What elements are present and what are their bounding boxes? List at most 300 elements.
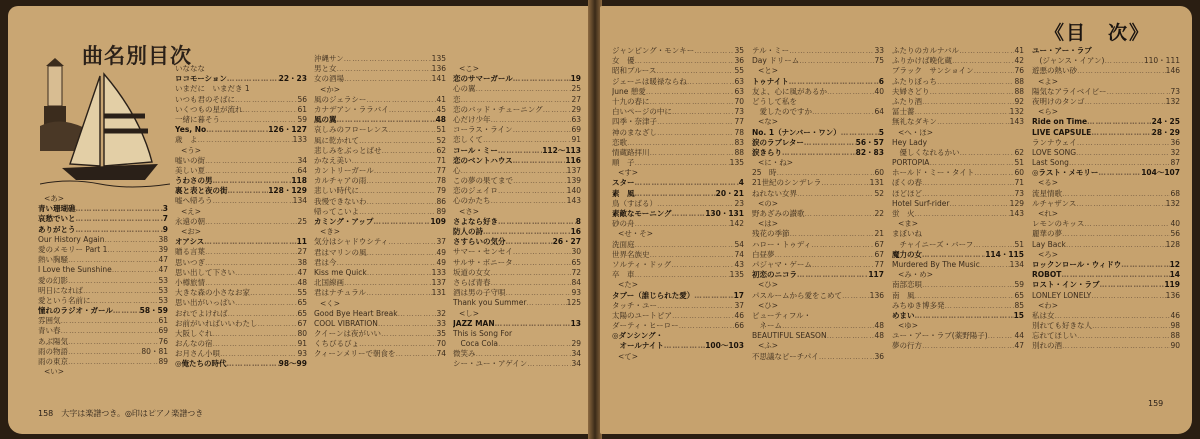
leader-dots	[657, 199, 734, 209]
leader-dots	[959, 46, 1014, 56]
entry-title: さらば青春	[453, 277, 491, 287]
index-entry	[612, 209, 744, 219]
entry-page: 21	[874, 229, 884, 239]
leader-dots	[91, 296, 159, 306]
index-entry	[612, 331, 744, 341]
leader-dots	[366, 176, 436, 186]
index-column	[38, 194, 168, 377]
entry-title: パジャマ・ゲーム	[752, 259, 812, 269]
index-entry	[752, 240, 884, 250]
leader-dots	[527, 359, 571, 369]
index-entry	[314, 349, 446, 359]
entry-title: 世界名族史	[612, 249, 650, 259]
entry-title: 北国線画	[314, 278, 344, 288]
entry-title: 微笑み	[453, 349, 476, 359]
entry-page: 73	[734, 107, 744, 117]
index-entry	[38, 265, 168, 275]
index-entry	[612, 148, 744, 158]
index-entry	[1032, 138, 1180, 148]
entry-title: 恋のジェイロ	[453, 186, 498, 196]
entry-title: June 憩愛	[612, 86, 646, 96]
leader-dots	[922, 97, 1014, 107]
index-entry	[175, 64, 307, 74]
leader-dots	[359, 339, 436, 349]
entry-title: 涙のラブレター	[752, 137, 804, 147]
leader-dots	[396, 349, 437, 359]
index-entry	[892, 117, 1024, 127]
index-entry	[752, 311, 884, 321]
index-column	[453, 64, 581, 370]
index-entry	[1032, 168, 1180, 178]
leader-dots	[694, 291, 733, 301]
section-header	[1032, 209, 1180, 219]
entry-page: 64	[874, 107, 884, 117]
leader-dots	[359, 207, 436, 217]
entry-page: 34	[571, 359, 581, 369]
section-header	[1032, 107, 1180, 117]
entry-page: 62	[1014, 147, 1024, 157]
entry-title: 恋のサマーガール	[453, 74, 513, 84]
leader-dots	[461, 166, 567, 176]
leader-dots	[671, 260, 734, 270]
index-entry	[1032, 240, 1180, 250]
leader-dots	[543, 105, 572, 115]
leader-dots	[1087, 117, 1152, 127]
leader-dots	[827, 331, 875, 341]
entry-page: 133	[431, 267, 446, 277]
entry-title: Murdered By The Music	[892, 259, 980, 269]
entry-page: 71	[436, 155, 446, 165]
entry-title: 一緒に暮そう	[175, 114, 220, 124]
index-entry	[892, 56, 1024, 66]
entry-title: 熱い胸騒	[38, 255, 68, 265]
index-entry	[892, 229, 1024, 239]
leader-dots	[205, 247, 297, 257]
entry-page: 73	[1170, 86, 1180, 96]
section-header	[175, 227, 307, 237]
entry-page: 27	[571, 94, 581, 104]
leader-dots	[498, 186, 567, 196]
entry-title: みちゆき博多発	[892, 300, 945, 310]
entry-title: 大きな森の小さなお家	[175, 288, 250, 298]
entry-page: 88	[1014, 76, 1024, 86]
entry-page: 38	[158, 234, 168, 244]
index-entry	[38, 326, 168, 336]
entry-title: ふりかけば晩化蔵	[892, 56, 952, 66]
leader-dots	[204, 237, 296, 247]
leader-dots	[1077, 138, 1171, 148]
leader-dots	[790, 229, 875, 239]
leader-dots	[657, 128, 734, 138]
index-entry	[892, 189, 1024, 199]
entry-title: サマー・センセイ	[453, 247, 513, 257]
entry-page: 104～107	[1141, 168, 1180, 178]
entry-title: 永遠の朝	[175, 216, 205, 226]
section-header	[612, 280, 744, 290]
index-entry	[752, 260, 884, 270]
section-header	[1032, 178, 1180, 188]
entry-title: 夜明けのタンゴ	[1032, 96, 1085, 106]
right-page	[600, 6, 1192, 434]
leader-dots	[1121, 260, 1169, 270]
index-entry	[314, 258, 446, 268]
entry-title: 不思議なピーチパイ	[752, 351, 819, 361]
entry-title: 夢の行方	[892, 341, 922, 351]
entry-title: 男と女	[314, 64, 337, 74]
index-entry	[314, 339, 446, 349]
entry-page: 36	[734, 56, 744, 66]
entry-page: 65	[297, 298, 307, 308]
entry-page: 87	[1170, 158, 1180, 168]
entry-page: 47	[297, 267, 307, 277]
entry-title: テル・ミー	[752, 46, 790, 55]
entry-page: 63	[734, 86, 744, 96]
leader-dots	[841, 128, 879, 138]
index-entry	[892, 158, 1024, 168]
leader-dots	[344, 74, 432, 84]
page-number: 159	[1148, 399, 1164, 408]
entry-title: 無礼なダキン	[892, 117, 937, 127]
entry-page: 30	[571, 247, 581, 257]
leader-dots	[250, 288, 297, 298]
index-entry	[175, 268, 307, 278]
index-entry	[612, 128, 744, 138]
entry-page: 69	[571, 125, 581, 135]
index-entry	[752, 97, 884, 107]
leader-dots	[337, 258, 437, 268]
entry-title: ブラック サンショイン	[892, 66, 974, 76]
entry-page: 3	[162, 204, 168, 214]
leader-dots	[1098, 168, 1141, 178]
entry-page: 63	[571, 114, 581, 124]
entry-title: This is Song For	[453, 328, 513, 338]
entry-page: 146	[1165, 66, 1180, 76]
entry-title: ◎ラスト・メモリー	[1032, 168, 1099, 178]
entry-title: ルチャザンス	[1032, 198, 1077, 208]
index-entry	[314, 64, 446, 74]
leader-dots	[821, 178, 869, 188]
entry-title: 恋しくて	[453, 135, 483, 145]
index-entry	[1032, 280, 1180, 290]
entry-title: 流星情歌	[1032, 188, 1062, 198]
index-entry	[453, 298, 581, 308]
entry-title: <う>	[181, 145, 202, 155]
index-entry	[314, 217, 446, 227]
entry-title: 素 風	[612, 188, 635, 198]
entry-page: 131	[869, 178, 884, 188]
entry-title: コール・ミー	[453, 145, 498, 155]
entry-page: 47	[158, 265, 168, 275]
index-entry	[1032, 311, 1180, 321]
entry-title: <ふ>	[758, 341, 779, 351]
leader-dots	[498, 217, 576, 227]
section-header	[752, 219, 884, 229]
leader-dots	[235, 298, 297, 308]
index-entry	[314, 125, 446, 135]
leader-dots	[915, 311, 1014, 321]
leader-dots	[929, 158, 1014, 168]
index-entry	[612, 199, 744, 209]
index-entry	[175, 298, 307, 308]
index-entry	[175, 217, 307, 227]
entry-page: 86	[436, 196, 446, 206]
leader-dots	[61, 326, 159, 336]
entry-title: カルチャアの雨	[314, 176, 367, 186]
index-column	[892, 46, 1024, 352]
entry-title: タブー（誰じられた愛）	[612, 290, 695, 300]
entry-title: 初恋のニコラ	[752, 270, 797, 280]
entry-title: <え>	[181, 206, 202, 216]
entry-title: いまだに いまだき 1	[175, 84, 250, 94]
index-entry	[1032, 331, 1180, 341]
entry-title: <ひ>	[758, 280, 779, 290]
leader-dots	[461, 95, 572, 105]
section-header	[314, 227, 446, 237]
entry-page: 27	[297, 247, 307, 257]
entry-page: 100～103	[705, 341, 744, 351]
entry-title: 砂の舟	[612, 219, 635, 229]
entry-title: クイーンは夜がいい	[314, 329, 381, 339]
entry-title: いくつもの星が流れ	[175, 104, 243, 114]
entry-page: 58・59	[139, 306, 168, 316]
entry-title: 21世紀のシンデレラ	[752, 178, 822, 188]
entry-page: 49	[436, 257, 446, 267]
entry-title: ふたり酒	[892, 96, 922, 106]
index-entry	[314, 115, 446, 125]
entry-title: 25 時	[752, 168, 777, 178]
index-entry	[892, 250, 1024, 260]
entry-title: <と>	[758, 66, 779, 76]
index-entry	[314, 186, 446, 196]
entry-title: <さ>	[459, 206, 480, 216]
leader-dots	[672, 209, 706, 219]
entry-page: 33	[874, 46, 884, 55]
leader-dots	[205, 156, 297, 166]
leader-dots	[491, 115, 572, 125]
index-entry	[38, 225, 168, 235]
entry-title: 恋歌	[612, 137, 627, 147]
entry-page: 143	[1009, 209, 1024, 218]
entry-page: 34	[571, 349, 581, 359]
entry-title: <よ>	[1038, 76, 1059, 86]
leader-dots	[1062, 341, 1170, 351]
entry-page: 117	[868, 270, 884, 280]
entry-title: この夢の果てまで	[453, 176, 513, 186]
index-entry	[38, 235, 168, 245]
entry-title: どうして私を	[752, 96, 797, 106]
entry-page: 43	[734, 259, 744, 269]
entry-title: 四季・奈津子	[612, 117, 657, 127]
entry-title: <き>	[320, 227, 341, 237]
index-entry	[175, 237, 307, 247]
entry-title: ユー・アー・ラブ(薬野陽子)	[892, 331, 988, 341]
entry-title: 優しくなれるかい	[892, 147, 960, 157]
index-entry	[38, 286, 168, 296]
leader-dots	[381, 329, 436, 339]
index-entry	[1032, 117, 1180, 127]
leader-dots	[388, 125, 436, 135]
entry-title: LIVE CAPSULE	[1032, 127, 1092, 137]
entry-page: 76	[158, 336, 168, 346]
entry-title: COOL VIBRATION	[314, 318, 378, 328]
leader-dots	[389, 105, 437, 115]
index-entry	[453, 237, 581, 247]
entry-page: 32	[1170, 147, 1180, 157]
entry-title: 愛のメモリー Part 1	[38, 244, 108, 254]
leader-dots	[945, 301, 1015, 311]
index-entry	[38, 255, 168, 265]
entry-page: 59	[297, 114, 307, 124]
entry-title: 南部恋唄	[892, 280, 922, 290]
footer-note: 158 大字は楽譜つき。◎印はピアノ楽譜つき	[38, 409, 204, 418]
entry-title: シー・ユー・アゲイン	[453, 359, 528, 369]
section-header	[175, 146, 307, 156]
entry-title: 女の酒場	[314, 74, 344, 84]
leader-dots	[258, 319, 298, 329]
section-header	[892, 270, 1024, 280]
entry-page: 84	[571, 277, 581, 287]
entry-title: <か>	[320, 84, 341, 94]
entry-title: お月さん小唄	[175, 349, 220, 359]
entry-page: 90	[1170, 341, 1180, 351]
left-page	[8, 6, 590, 434]
index-entry	[892, 87, 1024, 97]
entry-page: 64	[297, 165, 307, 175]
entry-title: サルサ・ボニータ	[453, 257, 513, 267]
entry-title: 明日になれば	[38, 285, 83, 295]
entry-title: BEAUTIFUL SEASON	[752, 331, 827, 341]
entry-page: 128・129	[268, 186, 307, 196]
leader-dots	[513, 156, 566, 166]
index-entry	[612, 46, 744, 56]
index-entry	[892, 66, 1024, 76]
index-entry	[1032, 189, 1180, 199]
section-header	[752, 158, 884, 168]
entry-title: 夫婦さどり	[892, 86, 930, 96]
section-header	[892, 219, 1024, 229]
entry-page: 47	[1014, 341, 1024, 351]
index-entry	[453, 339, 581, 349]
entry-title: <ゆ>	[898, 321, 919, 331]
entry-page: 135	[729, 158, 744, 168]
leader-dots	[483, 135, 571, 145]
entry-page: 15	[1013, 310, 1024, 320]
entry-page: 119	[1164, 280, 1180, 290]
entry-title: カントリーガール	[314, 166, 374, 176]
entry-title: 蛍 火	[892, 209, 915, 218]
entry-page: 60	[1014, 168, 1024, 178]
index-entry	[175, 329, 307, 339]
entry-page: 8	[575, 216, 581, 226]
index-entry	[1032, 128, 1180, 138]
entry-title: 風に乾かれて	[314, 135, 359, 145]
entry-title: 贈る言葉	[175, 247, 205, 257]
entry-page: 62	[436, 145, 446, 155]
index-entry	[453, 115, 581, 125]
index-entry	[892, 260, 1024, 270]
index-entry	[752, 270, 884, 280]
leader-dots	[1061, 270, 1169, 280]
entry-title: チャイニーズ・バーフ	[892, 239, 974, 249]
index-entry	[453, 74, 581, 84]
entry-page: 143	[1009, 117, 1024, 127]
entry-page: 88	[734, 147, 744, 157]
leader-dots	[513, 247, 572, 257]
leader-dots	[206, 125, 268, 135]
leader-dots	[213, 339, 298, 349]
entry-page: 51	[1014, 239, 1024, 249]
entry-title: <ま>	[898, 219, 919, 229]
leader-dots	[495, 319, 571, 329]
entry-title: ジャンピング・モンキー	[612, 46, 695, 55]
entry-page: 91	[571, 135, 581, 145]
index-entry	[612, 97, 744, 107]
entry-title: 青い珊瑚礁	[38, 204, 76, 214]
leader-dots	[205, 258, 297, 268]
leader-dots	[812, 260, 875, 270]
leader-dots	[359, 136, 436, 146]
index-column	[314, 54, 446, 360]
leader-dots	[1055, 311, 1171, 321]
entry-title: Our History Again	[38, 234, 105, 244]
index-entry	[314, 146, 446, 156]
index-entry	[38, 337, 168, 347]
index-entry	[612, 77, 744, 87]
entry-page: 63	[734, 76, 744, 86]
entry-page: 37	[436, 237, 446, 247]
index-entry	[752, 250, 884, 260]
leader-dots	[1076, 148, 1170, 158]
leader-dots	[974, 168, 1014, 178]
entry-title: いつも君のそばに	[175, 94, 235, 104]
leader-dots	[1076, 199, 1165, 209]
entry-title: 神のまなざし	[612, 127, 657, 137]
entry-page: 80・81	[141, 346, 168, 356]
entry-page: 140	[566, 186, 581, 196]
entry-page: 19	[570, 74, 581, 84]
index-entry	[314, 166, 446, 176]
entry-page: 36	[1170, 137, 1180, 147]
leader-dots	[235, 268, 297, 278]
entry-title: 君はナチュラル	[314, 288, 367, 298]
index-entry	[38, 306, 168, 316]
leader-dots	[1077, 331, 1170, 341]
index-entry	[892, 311, 1024, 321]
index-entry	[314, 268, 446, 278]
entry-title: オアシス	[175, 237, 205, 247]
leader-dots	[513, 74, 571, 84]
leader-dots	[378, 319, 437, 329]
index-entry	[314, 74, 446, 84]
entry-title: ランナウェイ	[1032, 137, 1077, 147]
section-header	[38, 194, 168, 204]
leader-dots	[775, 250, 875, 260]
entry-page: 29	[571, 104, 581, 114]
entry-title: 君はマリンの風	[314, 247, 367, 257]
leader-dots	[635, 158, 730, 168]
entry-title: 心の翼	[453, 84, 476, 94]
index-entry	[453, 217, 581, 227]
entry-page: 88	[1014, 86, 1024, 96]
entry-title: まぼいね	[892, 229, 922, 239]
entry-page: 38	[297, 257, 307, 267]
index-entry	[175, 186, 307, 196]
entry-title: 思い出がいっぱい	[175, 298, 235, 308]
section-header	[612, 229, 744, 239]
entry-title: タッチ・ユー	[612, 300, 657, 310]
entry-page: 132	[1165, 198, 1180, 208]
entry-page: 5	[878, 127, 884, 137]
